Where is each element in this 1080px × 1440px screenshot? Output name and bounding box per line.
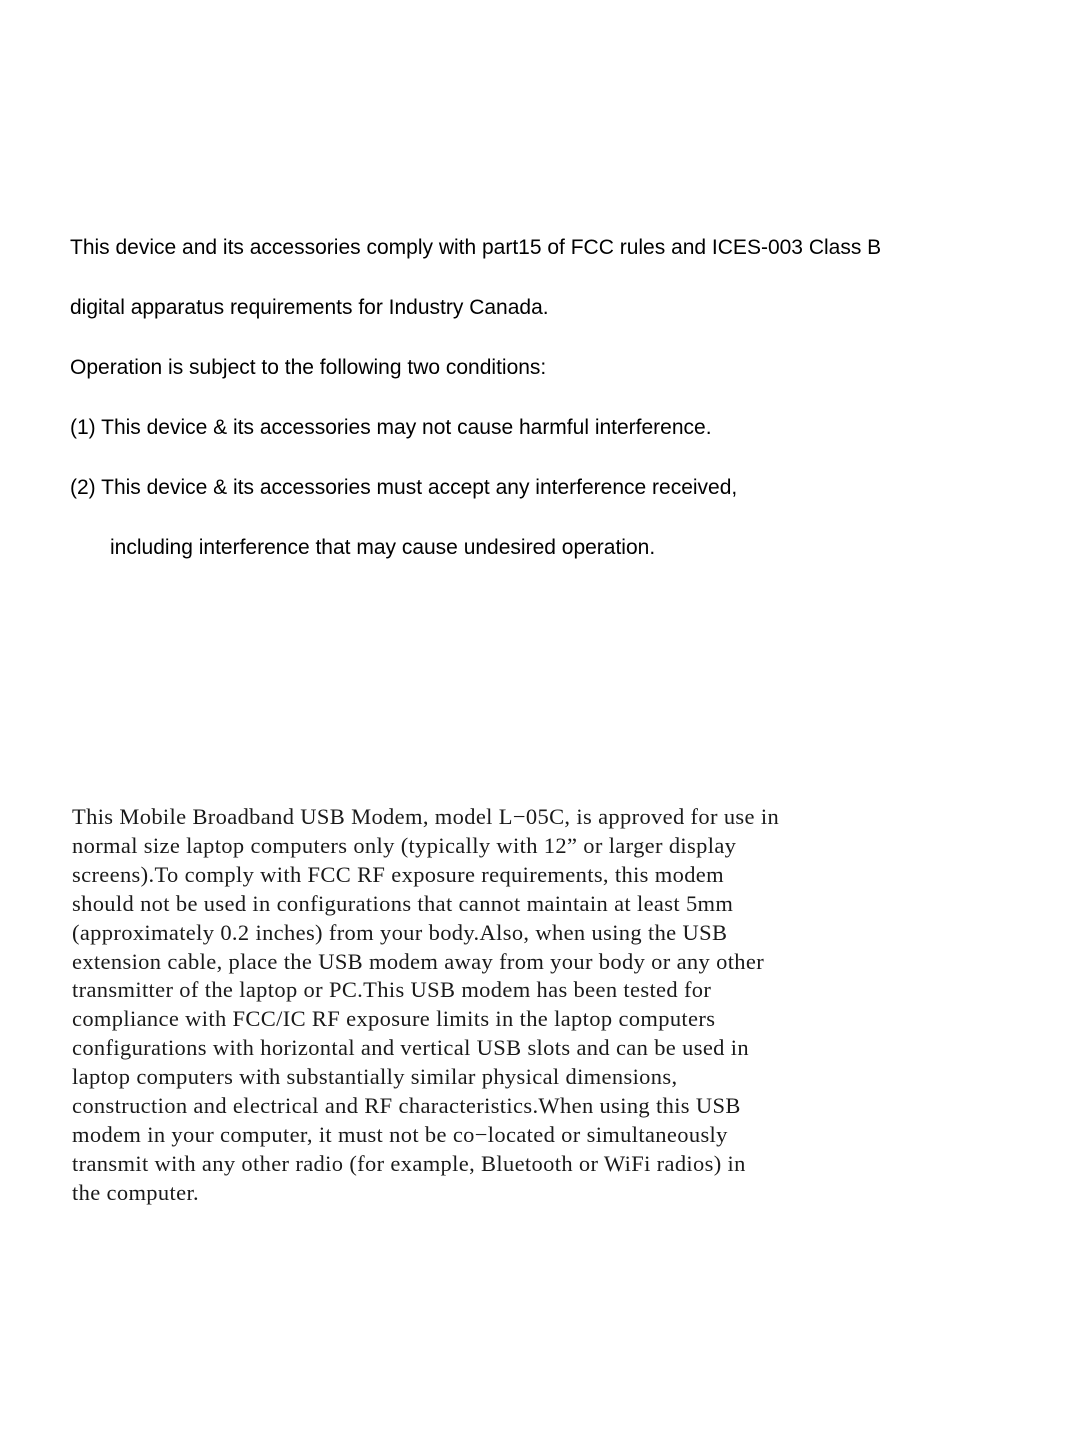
rf-line: transmit with any other radio (for example, Bluetooth or WiFi radios) in: [72, 1150, 746, 1176]
rf-exposure-statement: [72, 803, 972, 1208]
rf-line: normal size laptop computers only (typically with 12” or larger display: [72, 832, 737, 858]
fcc-condition-2: (2) This device & its accessories must accept any interference received,: [70, 476, 738, 499]
rf-line: (approximately 0.2 inches) from your body.Also, when using the USB: [72, 919, 728, 945]
rf-line: modem in your computer, it must not be co−located or simultaneously: [72, 1121, 728, 1147]
fcc-condition-2-continued: including interference that may cause undesired operation.: [110, 536, 656, 559]
fcc-line-1: This device and its accessories comply with part15 of FCC rules and ICES-003 Class B: [70, 236, 882, 259]
rf-line: compliance with FCC/IC RF exposure limits in the laptop computers: [72, 1006, 716, 1032]
rf-line: the computer.: [72, 1179, 200, 1205]
fcc-line-2: digital apparatus requirements for Industry Canada.: [70, 296, 549, 319]
fcc-condition-1: (1) This device & its accessories may not cause harmful interference.: [70, 416, 712, 439]
rf-line: should not be used in configurations that cannot maintain at least 5mm: [72, 890, 734, 916]
rf-line: construction and electrical and RF characteristics.When using this USB: [72, 1093, 741, 1119]
rf-line: extension cable, place the USB modem away from your body or any other: [72, 948, 765, 974]
rf-line: laptop computers with substantially similar physical dimensions,: [72, 1064, 678, 1090]
fcc-conditions-intro: Operation is subject to the following two conditions:: [70, 356, 547, 379]
rf-line: This Mobile Broadband USB Modem, model L−05C, is approved for use in: [72, 804, 780, 829]
rf-line: transmitter of the laptop or PC.This USB modem has been tested for: [72, 977, 712, 1003]
fcc-compliance-statement: [70, 233, 1050, 563]
rf-line: configurations with horizontal and vertical USB slots and can be used in: [72, 1035, 749, 1061]
rf-line: screens).To comply with FCC RF exposure requirements, this modem: [72, 861, 724, 887]
